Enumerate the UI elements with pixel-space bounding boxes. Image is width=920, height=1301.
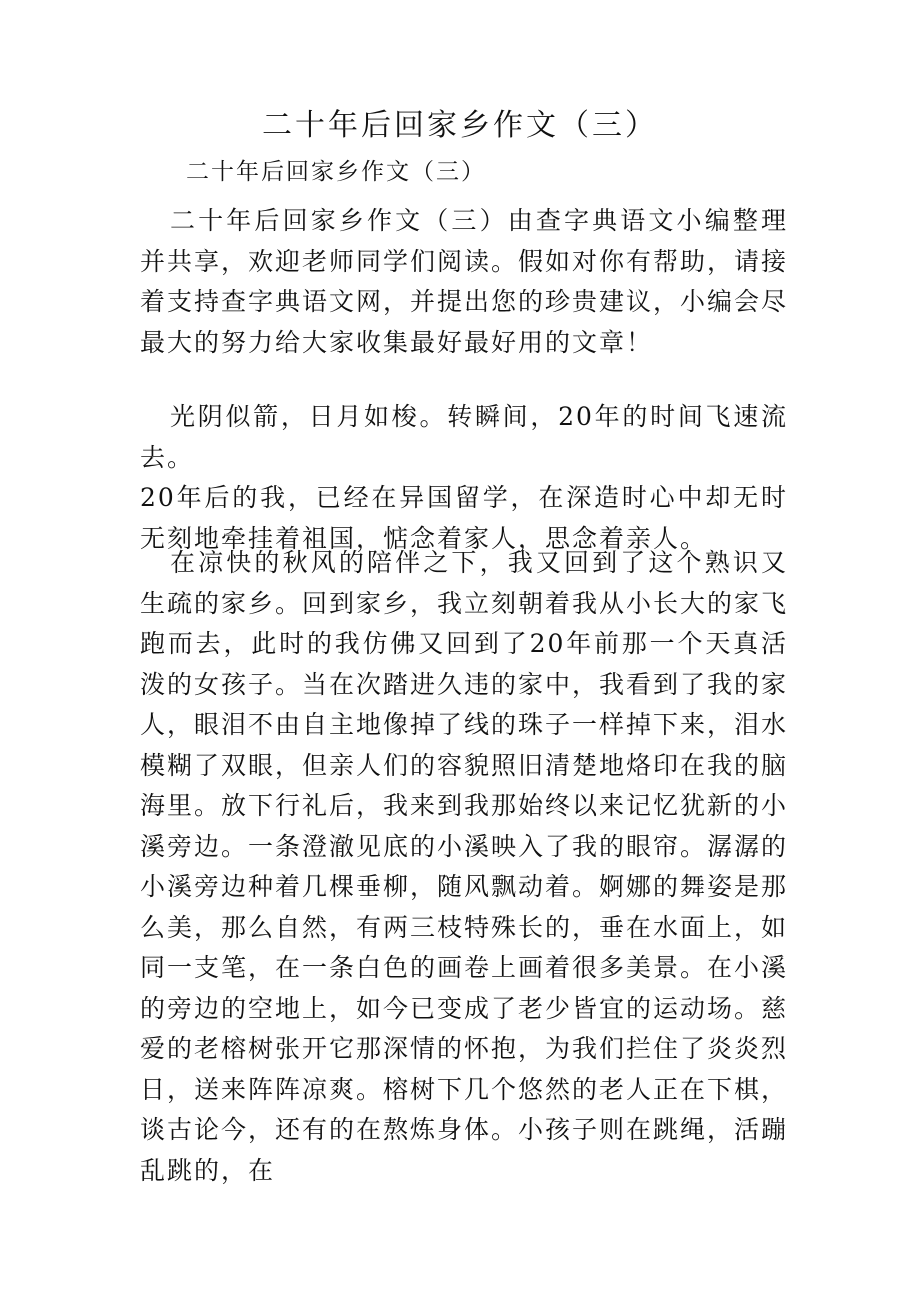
document-title: 二十年后回家乡作文（三） (262, 108, 658, 143)
document-subtitle: 二十年后回家乡作文（三） (186, 159, 486, 185)
paragraph-2: 在凉快的秋风的陪伴之下，我又回到了这个熟识又生疏的家乡。回到家乡，我立刻朝着我从小长大的家飞跑而去，此时的我仿佛又回到了20年前那一个天真活泼的女孩子。当在次踏进久违的家中，我看到了我的家人，眼泪不由自主地像掉了线的珠子一样掉下来，泪水模糊了双眼，但亲人们的容貌照旧清楚地烙印在我的脑海里。放下行礼后，我来到我那始终以来记忆犹新的小溪旁边。一条澄澈见底的小溪映入了我的眼帘。潺潺的小溪旁边种着几棵垂柳，随风飘动着。婀娜的舞姿是那么美，那么自然，有两三枝特殊长的，垂在水面上，如同一支笔，在一条白色的画卷上画着很多美景。在小溪的旁边的空地上，如今已变成了老少皆宜的运动场。慈爱的老榕树张开它那深情的怀抱，为我们拦住了炎炎烈日，送来阵阵凉爽。榕树下几个悠然的老人正在下棋，谈古论今，还有的在熬炼身体。小孩子则在跳绳，活蹦乱跳的，在 (140, 548, 789, 1185)
paragraph-1-rest: 20年后的我，已经在异国留学，在深造时心中却无时无刻地牵挂着祖国，惦念着家人，思念着亲人。 (140, 483, 788, 553)
paragraph-1-lead: 光阴似箭，日月如梭。转瞬间，20年的时间飞速流去。 (140, 402, 788, 472)
intro-paragraph: 二十年后回家乡作文（三）由查字典语文小编整理并共享，欢迎老师同学们阅读。假如对你有帮助，请接着支持查字典语文网，并提出您的珍贵建议，小编会尽最大的努力给大家收集最好最好用的文章！ (140, 206, 789, 357)
paragraph-1 (140, 397, 788, 559)
